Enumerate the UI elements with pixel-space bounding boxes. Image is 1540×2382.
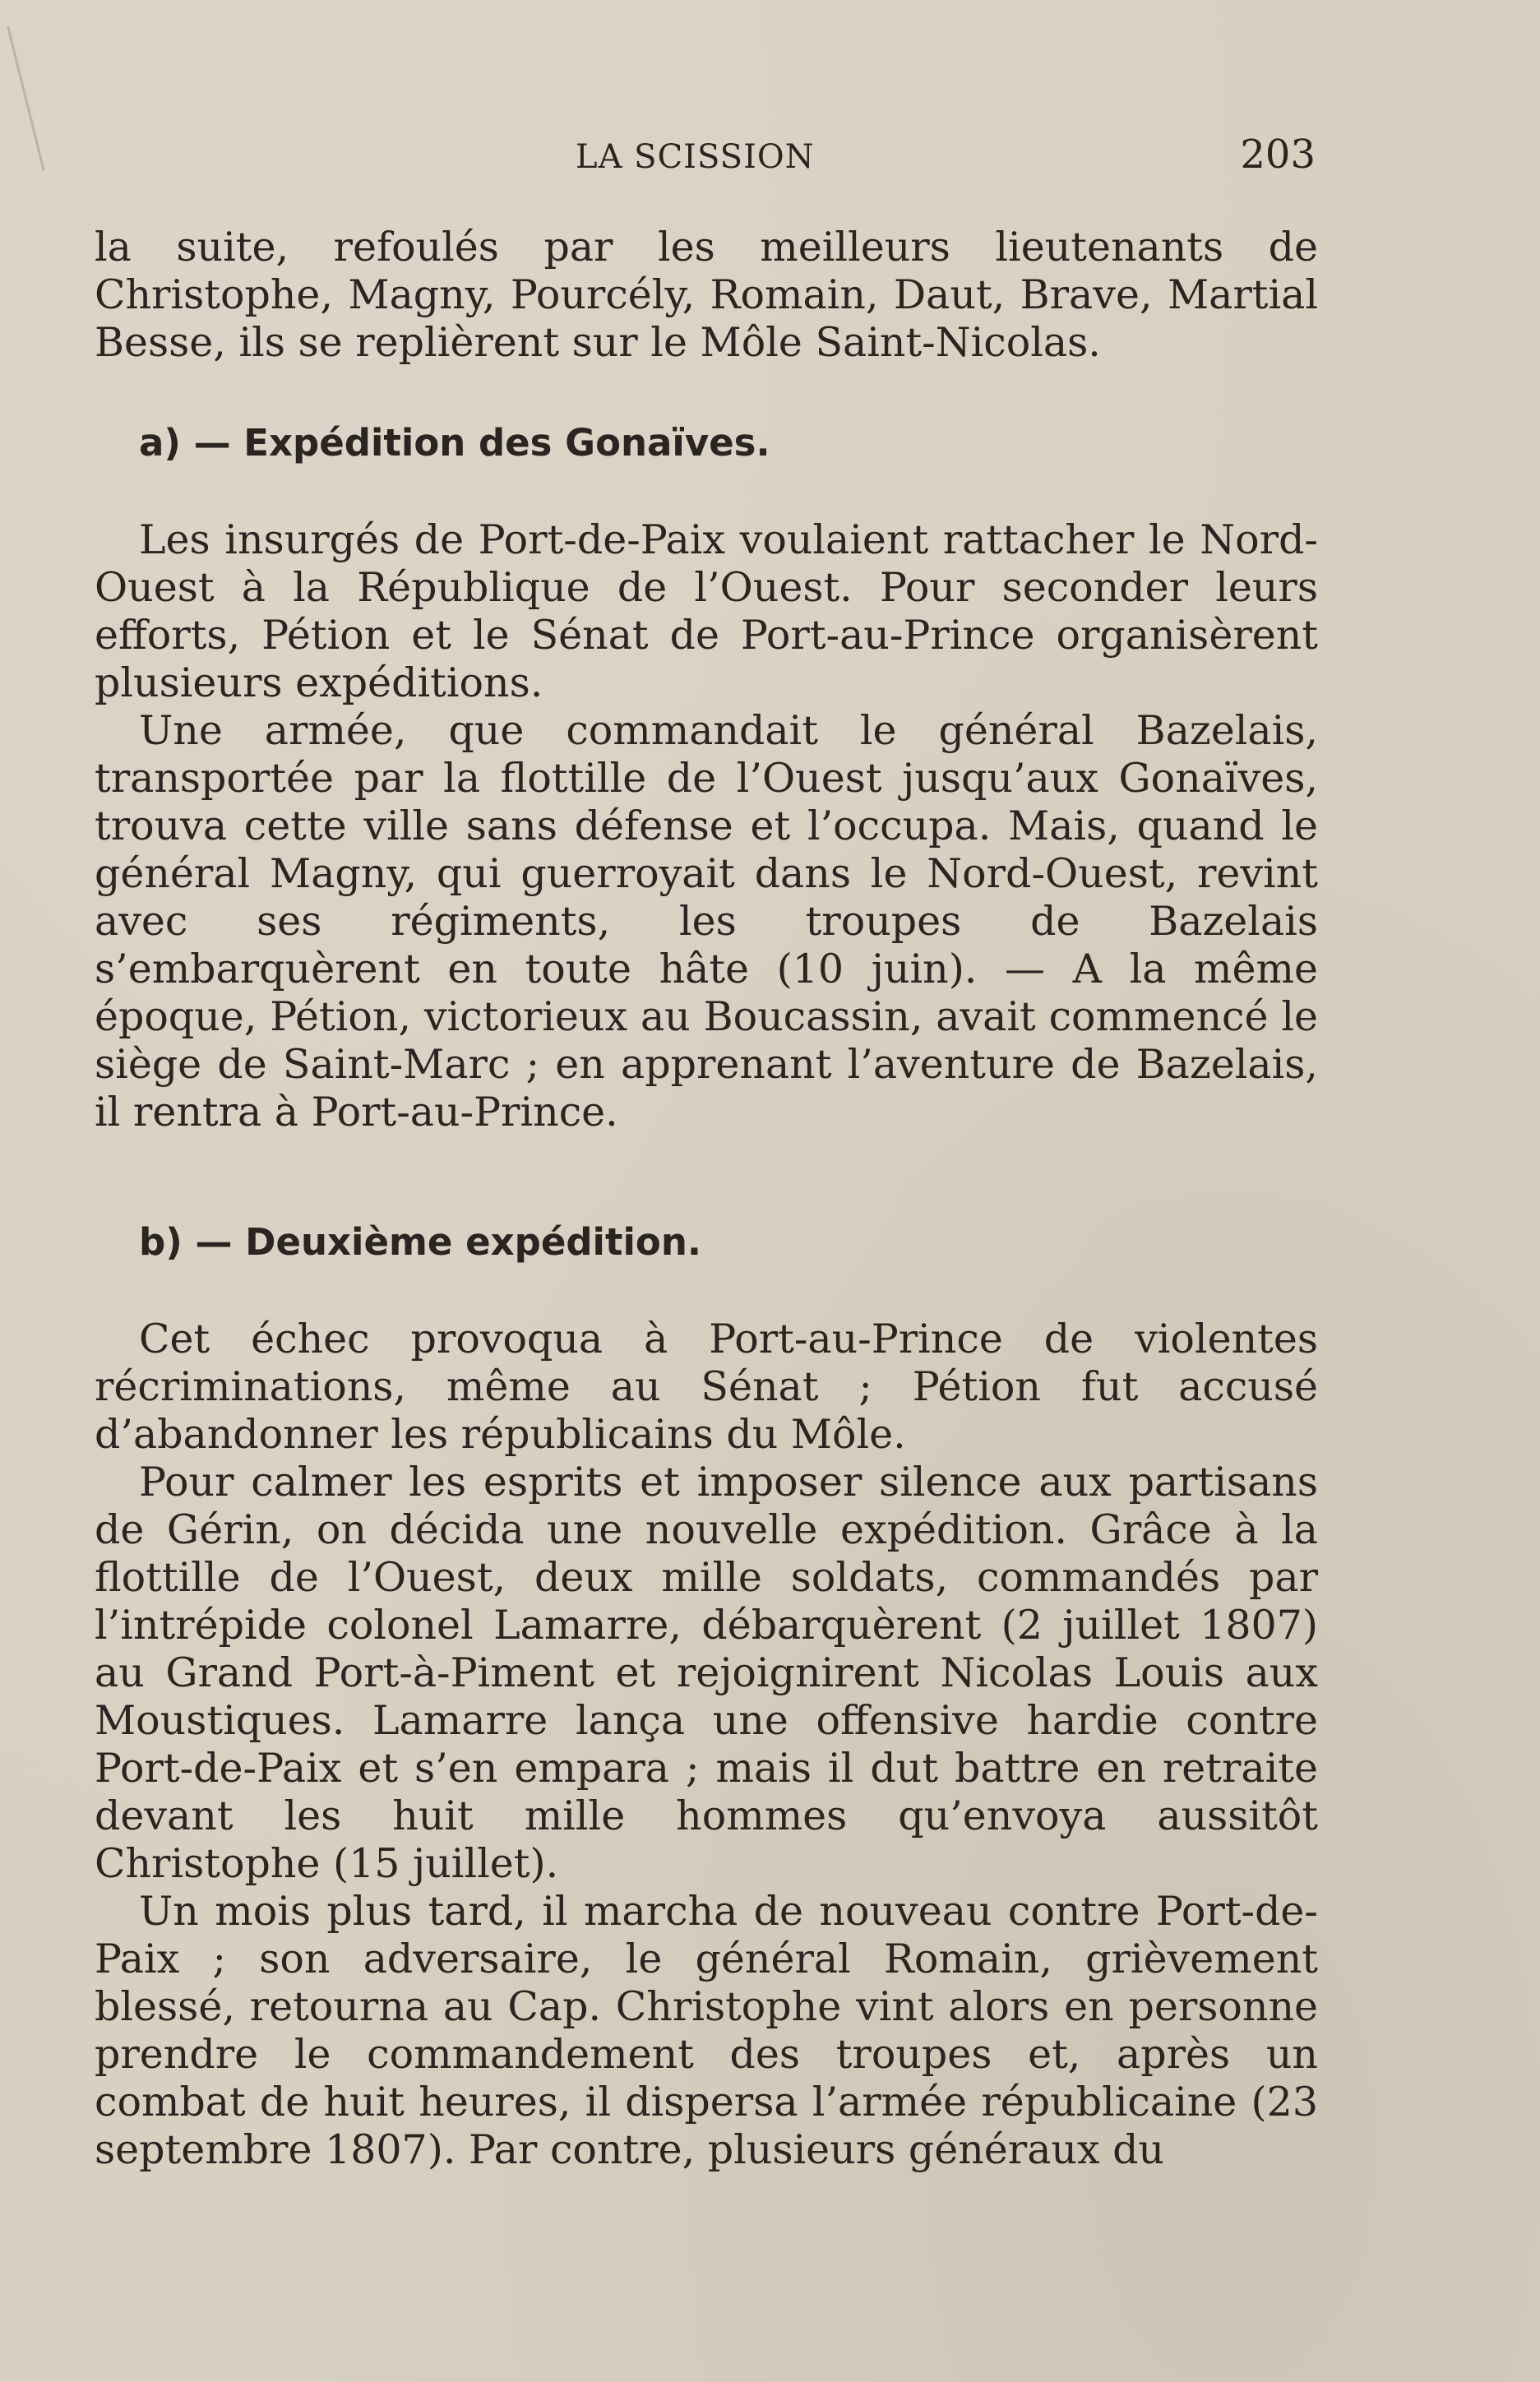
paragraph: Les insurgés de Port-de-Paix voulaient rattacher le Nord-Ouest à la République de l’Ouest. Pour seconder leurs efforts, Pétion et le Sénat de Port-au-Prince organisèrent plusieurs expéditions.: [95, 516, 1318, 706]
paragraph: Une armée, que commandait le général Bazelais, transportée par la flottille de l’Ouest jusqu’aux Gonaïves, trouva cette ville sans défense et l’occupa. Mais, quand le général Magny, qui guerroyait dans le Nord-Ouest, revint avec ses régiments, les troupes de Bazelais s’embarquèrent en toute hâte (10 juin). — A la même époque, Pétion, victorieux au Boucassin, avait commencé le siège de Saint-Marc ; en apprenant l’aventure de Bazelais, il rentra à Port-au-Prince.: [95, 707, 1318, 1135]
paragraph: Pour calmer les esprits et imposer silence aux partisans de Gérin, on décida une nouvelle expédition. Grâce à la flottille de l’Ouest, deux mille soldats, commandés par l’intrépide colonel Lamarre, débarquèrent (2 juillet 1807) au Grand Port-à-Piment et rejoignirent Nicolas Louis aux Moustiques. Lamarre lança une offensive hardie contre Port-de-Paix et s’en empara ; mais il dut battre en retraite devant les huit mille hommes qu’envoya aussitôt Christophe (15 juillet).: [95, 1459, 1318, 1887]
paragraph: la suite, refoulés par les meilleurs lieutenants de Christophe, Magny, Pourcély, Romain, Daut, Brave, Martial Besse, ils se replièrent sur le Môle Saint-Nicolas.: [95, 224, 1318, 366]
section-heading-b: b) — Deuxième expédition.: [139, 1220, 701, 1264]
section-heading-a: a) — Expédition des Gonaïves.: [139, 421, 770, 465]
page-number: 203: [1240, 132, 1316, 178]
paragraph: Un mois plus tard, il marcha de nouveau contre Port-de-Paix ; son adversaire, le général Romain, grièvement blessé, retourna au Cap. Christophe vint alors en personne prendre le commandement des troupes et, après un combat de huit heures, il dispersa l’armée républicaine (23 septembre 1807). Par contre, plusieurs généraux du: [95, 1888, 1318, 2173]
body-text: [95, 224, 1318, 2174]
running-title: LA SCISSION: [576, 138, 815, 176]
paragraph: Cet échec provoqua à Port-au-Prince de violentes récriminations, même au Sénat ; Pétion fut accusé d’abandonner les républicains du Môle.: [95, 1316, 1318, 1458]
page-fold-mark: [7, 26, 44, 170]
